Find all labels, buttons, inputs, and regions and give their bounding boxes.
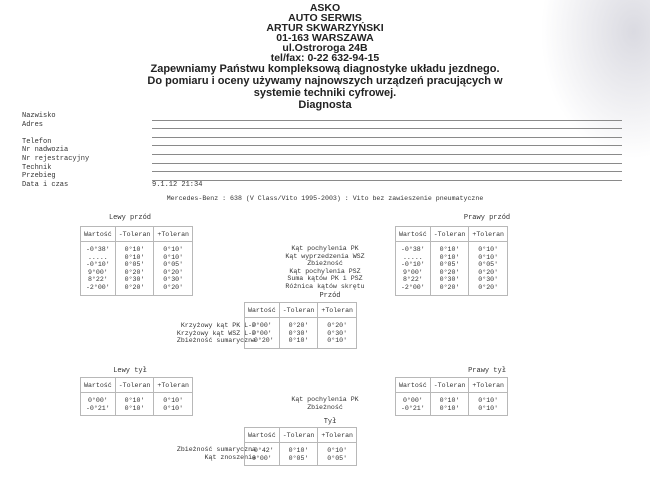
left-front-title: Lewy przód <box>108 214 151 222</box>
slogan-line-3: systemie techniki cyfrowej. <box>253 87 397 99</box>
plus-tolerance-cell: 0°10' <box>318 443 357 455</box>
plus-tolerance-cell: 0°20' <box>469 284 508 295</box>
plus-tolerance-cell: 0°10' <box>318 337 357 348</box>
value-cell: 8°22' <box>81 276 116 284</box>
minus-tolerance-cell: 0°10' <box>279 443 318 455</box>
owner-name: ARTUR SKWARZYŃSKI <box>266 22 384 34</box>
plus-tolerance-cell: 0°20' <box>318 318 357 330</box>
rear-axle-labels <box>80 446 256 461</box>
minus-tolerance-cell: 0°10' <box>430 254 469 262</box>
value-cell: -0°10' <box>396 261 431 269</box>
minus-tolerance-cell: 0°10' <box>115 405 154 416</box>
table-row <box>81 261 193 269</box>
diagnosta-heading: Diagnosta <box>298 99 352 111</box>
value-cell: ..... <box>396 254 431 262</box>
minus-tolerance-cell: 0°30' <box>279 330 318 338</box>
column-header: -Toleran <box>430 227 469 242</box>
value-cell: 0°00' <box>396 393 431 405</box>
minus-tolerance-cell: 0°05' <box>430 261 469 269</box>
right-front-title: Prawy przód <box>463 214 511 222</box>
value-cell: 0°00' <box>245 318 280 330</box>
value-cell: 9°00' <box>396 269 431 277</box>
table-row <box>81 284 193 295</box>
table-row <box>396 405 508 416</box>
field-data-i-czas: Data i czas 9.1.12 21:34 <box>22 180 203 189</box>
minus-tolerance-cell: 0°10' <box>430 242 469 254</box>
plus-tolerance-cell: 0°20' <box>154 284 193 295</box>
column-header: -Toleran <box>115 378 154 393</box>
value-cell: -0°21' <box>396 405 431 416</box>
minus-tolerance-cell: 0°30' <box>430 276 469 284</box>
right-rear-table <box>395 377 508 416</box>
plus-tolerance-cell: 0°20' <box>469 269 508 277</box>
field-przebieg: Przebieg <box>22 172 622 181</box>
plus-tolerance-cell: 0°20' <box>154 269 193 277</box>
company-header <box>0 0 650 111</box>
minus-tolerance-cell: 0°10' <box>279 337 318 348</box>
company-name: ASKO <box>309 2 341 14</box>
value-cell: 8°22' <box>396 276 431 284</box>
value-cell: 0°00' <box>81 393 116 405</box>
value-cell: -0°21' <box>81 405 116 416</box>
value-cell: 0°00' <box>245 330 280 338</box>
table-header-row <box>396 227 508 242</box>
rear-labels <box>255 396 395 411</box>
table-row <box>81 242 193 254</box>
vehicle-model: Mercedes-Benz : 638 (V Class/Vito 1995-2003) : Vito bez zawieszenie pneumatyczne <box>166 195 484 202</box>
parameter-label: Różnica kątów skrętu <box>285 282 365 290</box>
value-cell: -0°38' <box>81 242 116 254</box>
parameter-label: Zbieżność <box>307 403 343 411</box>
minus-tolerance-cell: 0°05' <box>115 261 154 269</box>
minus-tolerance-cell: 0°10' <box>430 405 469 416</box>
column-header: +Toleran <box>154 378 193 393</box>
column-header: Wartość <box>81 378 116 393</box>
table-header-row <box>245 303 357 318</box>
field-nr-rejestracyjny: Nr rejestracyjny <box>22 155 622 164</box>
phone: tel/fax: 0-22 632-94-15 <box>270 52 380 64</box>
minus-tolerance-cell: 0°30' <box>115 276 154 284</box>
parameter-label: Krzyżowy kąt WSZ L-P <box>176 329 256 337</box>
left-front-table <box>80 226 193 296</box>
column-header: -Toleran <box>430 378 469 393</box>
column-header: Wartość <box>396 378 431 393</box>
parameter-label: Zbieżność sumaryczna <box>176 446 256 453</box>
slogan-line-1: Zapewniamy Państwu kompleksową diagnostyke układu jezdnego. <box>150 63 500 75</box>
field-technik: Technik <box>22 164 622 173</box>
minus-tolerance-cell: 0°05' <box>279 455 318 466</box>
column-header: Wartość <box>245 303 280 318</box>
company-subtitle: AUTO SERWIS <box>288 12 362 24</box>
left-rear-table <box>80 377 193 416</box>
street: ul.Ostroroga 24B <box>282 42 368 54</box>
column-header: Wartość <box>245 428 280 443</box>
value-cell: -2°00' <box>396 284 431 295</box>
column-header: Wartość <box>396 227 431 242</box>
parameter-label: Kąt pochylenia PK <box>291 245 359 252</box>
table-row <box>245 318 357 330</box>
plus-tolerance-cell: 0°10' <box>154 405 193 416</box>
parameter-label: Kąt pochylenia PK <box>291 396 359 403</box>
minus-tolerance-cell: 0°20' <box>430 269 469 277</box>
plus-tolerance-cell: 0°10' <box>469 393 508 405</box>
column-header: -Toleran <box>279 428 318 443</box>
front-axle-labels <box>80 322 256 345</box>
rear-axle-table <box>244 427 357 466</box>
city: 01-163 WARSZAWA <box>276 32 374 44</box>
plus-tolerance-cell: 0°05' <box>154 261 193 269</box>
value-cell: ..... <box>81 254 116 262</box>
plus-tolerance-cell: 0°30' <box>469 276 508 284</box>
field-telefon: Telefon <box>22 138 622 147</box>
parameter-label: Krzyżowy kąt PK L-P <box>180 322 256 329</box>
plus-tolerance-cell: 0°10' <box>154 393 193 405</box>
table-row <box>396 393 508 405</box>
date-time-value: 9.1.12 21:34 <box>152 180 203 189</box>
table-row <box>81 276 193 284</box>
table-row <box>81 393 193 405</box>
minus-tolerance-cell: 0°10' <box>115 254 154 262</box>
minus-tolerance-cell: 0°20' <box>115 269 154 277</box>
parameter-label: Suma kątów PK i PSZ <box>287 275 363 283</box>
left-rear-title: Lewy tył <box>113 367 147 375</box>
right-front-table <box>395 226 508 296</box>
minus-tolerance-cell: 0°20' <box>115 284 154 295</box>
parameter-label: Zbieżność sumaryczna <box>176 337 256 345</box>
parameter-label: Kąt wyprzedzenia WSZ <box>285 252 365 260</box>
plus-tolerance-cell: 0°10' <box>154 242 193 254</box>
customer-form <box>22 112 622 189</box>
right-rear-title: Prawy tył <box>468 367 506 375</box>
front-axle-title: Przód <box>319 292 341 300</box>
column-header: -Toleran <box>279 303 318 318</box>
value-cell: 9°00' <box>81 269 116 277</box>
minus-tolerance-cell: 0°10' <box>430 393 469 405</box>
minus-tolerance-cell: 0°10' <box>115 242 154 254</box>
table-row <box>396 261 508 269</box>
table-row <box>245 337 357 348</box>
value-cell: -2°00' <box>81 284 116 295</box>
plus-tolerance-cell: 0°10' <box>469 405 508 416</box>
column-header: +Toleran <box>154 227 193 242</box>
table-row <box>81 405 193 416</box>
column-header: +Toleran <box>318 303 357 318</box>
column-header: -Toleran <box>115 227 154 242</box>
column-header: Wartość <box>81 227 116 242</box>
column-header: +Toleran <box>318 428 357 443</box>
table-row <box>396 242 508 254</box>
value-cell: -0°10' <box>81 261 116 269</box>
table-header-row <box>81 227 193 242</box>
parameter-label: Kąt pochylenia PSZ <box>289 267 361 275</box>
parameter-label: Kąt znoszenia <box>204 453 256 461</box>
plus-tolerance-cell: 0°10' <box>469 242 508 254</box>
slogan-line-2: Do pomiaru i oceny używamy najnowszych urządzeń pracujących w <box>147 75 503 87</box>
plus-tolerance-cell: 0°05' <box>469 261 508 269</box>
value-cell: -0°20' <box>245 337 280 348</box>
plus-tolerance-cell: 0°30' <box>154 276 193 284</box>
field-adres: Adres <box>22 121 622 130</box>
column-header: +Toleran <box>469 227 508 242</box>
plus-tolerance-cell: 0°10' <box>469 254 508 262</box>
table-header-row <box>81 378 193 393</box>
table-header-row <box>245 428 357 443</box>
table-row <box>245 455 357 466</box>
table-row <box>396 276 508 284</box>
value-cell: 0°00' <box>245 455 280 466</box>
front-axle-table <box>244 302 357 349</box>
field-adres-2 <box>22 129 622 138</box>
table-row <box>396 284 508 295</box>
minus-tolerance-cell: 0°10' <box>115 393 154 405</box>
column-header: +Toleran <box>469 378 508 393</box>
table-row <box>245 443 357 455</box>
field-nr-nadwozia: Nr nadwozia <box>22 146 622 155</box>
plus-tolerance-cell: 0°05' <box>318 455 357 466</box>
field-nazwisko: Nazwisko <box>22 112 622 121</box>
table-header-row <box>396 378 508 393</box>
value-cell: -0°42' <box>245 443 280 455</box>
minus-tolerance-cell: 0°20' <box>279 318 318 330</box>
plus-tolerance-cell: 0°30' <box>318 330 357 338</box>
front-labels <box>255 245 395 291</box>
minus-tolerance-cell: 0°20' <box>430 284 469 295</box>
value-cell: -0°38' <box>396 242 431 254</box>
plus-tolerance-cell: 0°10' <box>154 254 193 262</box>
parameter-label: Zbieżność <box>307 260 343 268</box>
rear-axle-title: Tył <box>323 418 337 426</box>
